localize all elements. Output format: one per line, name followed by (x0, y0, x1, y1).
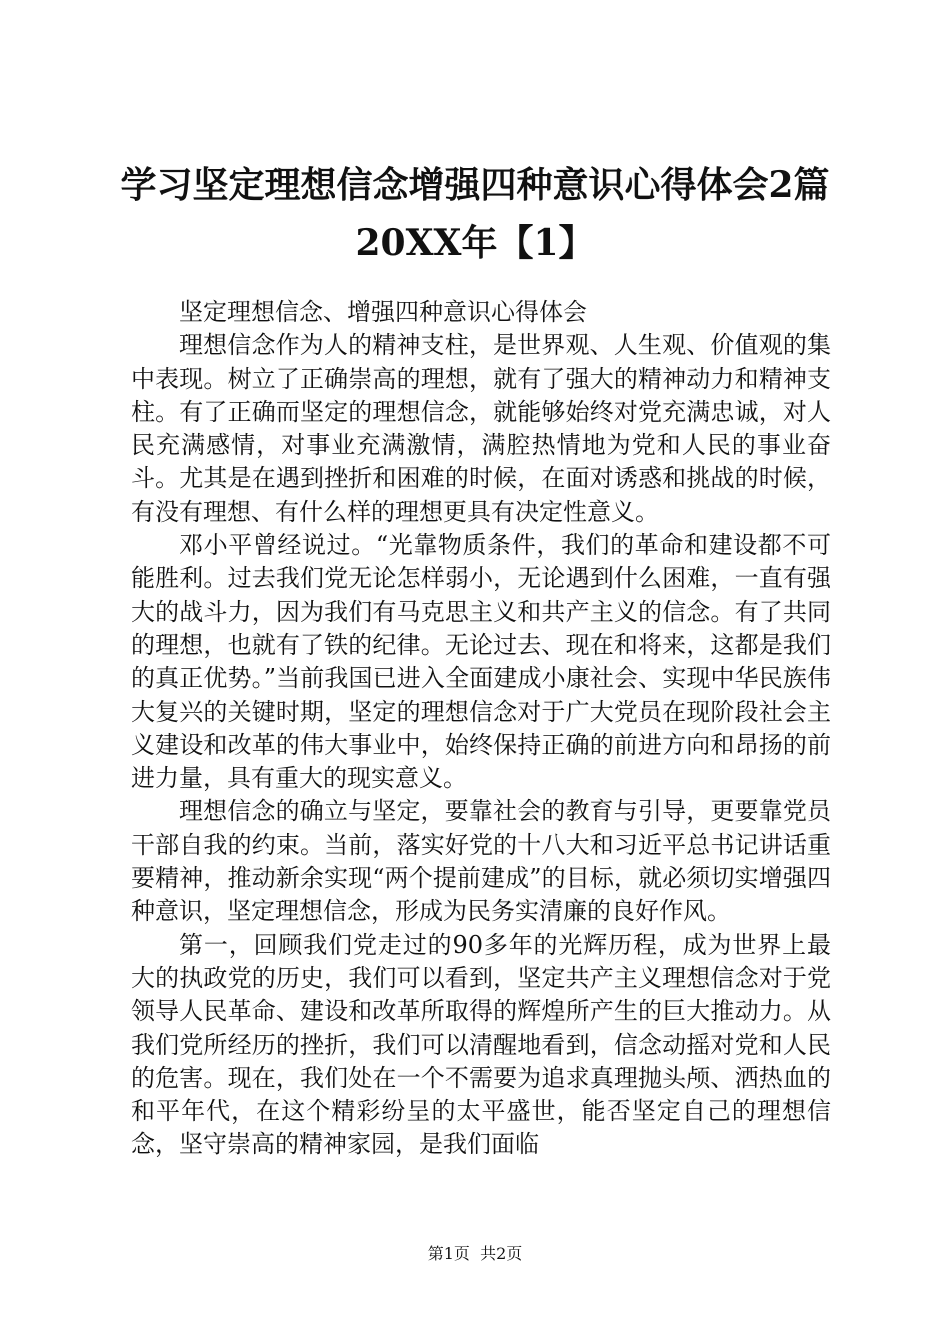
document-title-line-2: 20XX年【1】 (355, 222, 595, 264)
paragraph-4: 第一，回顾我们党走过的90多年的光辉历程，成为世界上最大的执政党的历史，我们可以看到，坚定共产主义理想信念对于党领导人民革命、建设和改革所取得的辉煌所产生的巨大推动力。从我们党所经历的挫折，我们可以清醒地看到，信念动摇对党和人民的危害。现在，我们处在一个不需要为追求真理抛头颅、洒热血的和平年代，在这个精彩纷呈的太平盛世，能否坚定自己的理想信念，坚守崇高的精神家园，是我们面临 (131, 930, 831, 1159)
paragraph-1: 理想信念作为人的精神支柱，是世界观、人生观、价值观的集中表现。树立了正确崇高的理想，就有了强大的精神动力和精神支柱。有了正确而坚定的理想信念，就能够始终对党充满忠诚，对人民充满感情，对事业充满激情，满腔热情地为党和人民的事业奋斗。尤其是在遇到挫折和困难的时候，在面对诱惑和挑战的时候，有没有理想、有什么样的理想更具有决定性意义。 (131, 331, 831, 526)
document-title-line-1: 学习坚定理想信念增强四种意识心得体会2篇 (120, 164, 830, 206)
page-footer (0, 1244, 950, 1264)
document-body (131, 296, 831, 1162)
paragraph-2: 邓小平曾经说过。“光靠物质条件，我们的革命和建设都不可能胜利。过去我们党无论怎样弱小，无论遇到什么困难，一直有强大的战斗力，因为我们有马克思主义和共产主义的信念。有了共同的理想，也就有了铁的纪律。无论过去、现在和将来，这都是我们的真正优势。”当前我国已进入全面建成小康社会、实现中华民族伟大复兴的关键时期，坚定的理想信念对于广大党员在现阶段社会主义建设和改革的伟大事业中，始终保持正确的前进方向和昂扬的前进力量，具有重大的现实意义。 (131, 531, 831, 793)
document-subtitle: 坚定理想信念、增强四种意识心得体会 (179, 298, 587, 326)
page-number-label: 第1页 共2页 (427, 1244, 523, 1263)
paragraph-3: 理想信念的确立与坚定，要靠社会的教育与引导，更要靠党员干部自我的约束。当前，落实好党的十八大和习近平总书记讲话重要精神，推动新余实现“两个提前建成”的目标，就必须切实增强四种意识，坚定理想信念，形成为民务实清廉的良好作风。 (131, 797, 831, 926)
